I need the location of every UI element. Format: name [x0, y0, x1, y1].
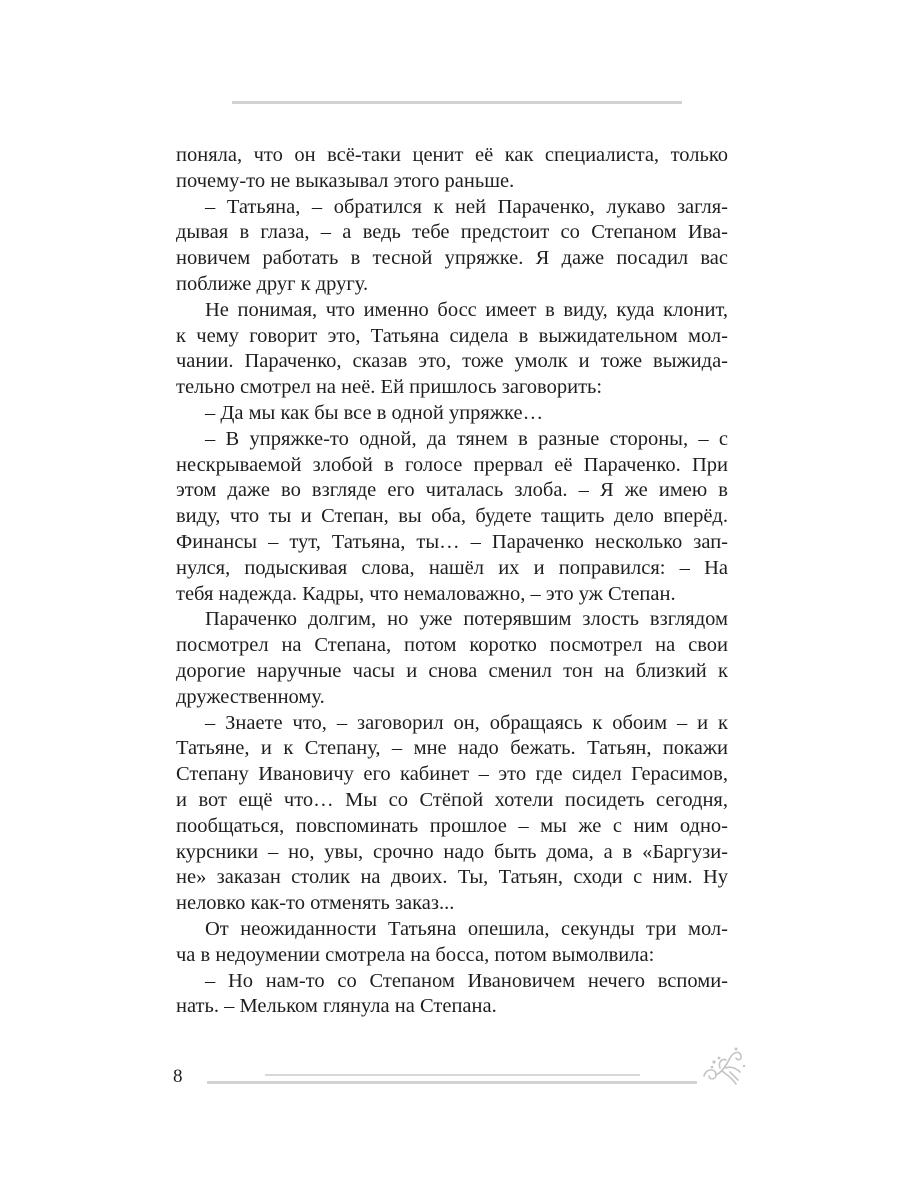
text-line: почему-то не выказывал этого раньше.: [176, 169, 515, 192]
text-line: нать. – Мельком глянула на Степана.: [176, 995, 497, 1018]
text-line: нулся, подыскивая слова, нашёл их и поправился: – На: [176, 556, 728, 579]
text-line: курсники – но, увы, срочно надо быть дома, а в «Баргузи-: [176, 840, 728, 863]
page-number: 8: [173, 1066, 183, 1087]
header-rule: [232, 101, 682, 104]
footer-rule-upper: [265, 1074, 640, 1076]
text-line: – В упряжке-то одной, да тянем в разные стороны, – с: [205, 427, 728, 450]
text-line: ча в недоумении смотрела на босса, потом вымолвила:: [176, 943, 655, 966]
text-line: неловко как-то отменять заказ...: [176, 892, 455, 915]
text-line: пообщаться, повспоминать прошлое – мы же с ним одно-: [176, 814, 728, 837]
text-line: не» заказан столик на двоих. Ты, Татьян, сходи с ним. Ну: [176, 866, 728, 889]
text-line: чании. Параченко, сказав это, тоже умолк и тоже выжида-: [176, 350, 728, 373]
text-line: дывая в глаза, – а ведь тебе предстоит со Степаном Ива-: [176, 221, 728, 244]
text-line: – Но нам-то со Степаном Ивановичем нечего вспоми-: [205, 969, 728, 992]
text-line: посмотрел на Степана, потом коротко посмотрел на свои: [176, 634, 728, 657]
text-line: этом даже во взгляде его читалась злоба. – Я же имею в: [176, 479, 728, 502]
text-line: От неожиданности Татьяна опешила, секунды три мол-: [205, 917, 728, 940]
footer-rule-lower: [207, 1081, 697, 1084]
body-text: [176, 143, 728, 1020]
text-line: дружественному.: [176, 685, 325, 708]
text-line: новичем работать в тесной упряжке. Я даже посадил вас: [176, 247, 728, 270]
text-line: – Знаете что, – заговорил он, обращаясь к обоим – и к: [205, 711, 728, 734]
text-line: поняла, что он всё-таки ценит её как специалиста, только: [176, 144, 728, 166]
text-line: поближе друг к другу.: [176, 272, 369, 295]
text-line: Не понимая, что именно босс имеет в виду, куда клонит,: [205, 298, 728, 321]
text-line: Степану Ивановичу его кабинет – это где сидел Герасимов,: [176, 763, 728, 786]
text-line: – Да мы как бы все в одной упряжке…: [205, 401, 544, 424]
text-line: Татьяне, и к Степану, – мне надо бежать. Татьян, покажи: [176, 737, 728, 760]
text-line: Параченко долгим, но уже потерявшим злость взглядом: [205, 608, 728, 631]
text-line: дорогие наручные часы и снова сменил тон на близкий к: [176, 659, 728, 682]
text-line: тебя надежда. Кадры, что немаловажно, – это уж Степан.: [176, 582, 676, 605]
text-line: тельно смотрел на неё. Ей пришлось заговорить:: [176, 376, 603, 399]
text-line: виду, что ты и Степан, вы оба, будете тащить дело вперёд.: [176, 505, 728, 528]
text-line: Финансы – тут, Татьяна, ты… – Параченко несколько зап-: [176, 530, 728, 553]
text-line: и вот ещё что… Мы со Стёпой хотели посидеть сегодня,: [176, 788, 728, 811]
text-line: нескрываемой злобой в голосе прервал её Параченко. При: [176, 453, 728, 476]
text-line: к чему говорит это, Татьяна сидела в выжидательном мол-: [176, 324, 728, 347]
floral-ornament-icon: [700, 1046, 748, 1088]
text-line: – Татьяна, – обратился к ней Параченко, лукаво загля-: [205, 195, 728, 218]
